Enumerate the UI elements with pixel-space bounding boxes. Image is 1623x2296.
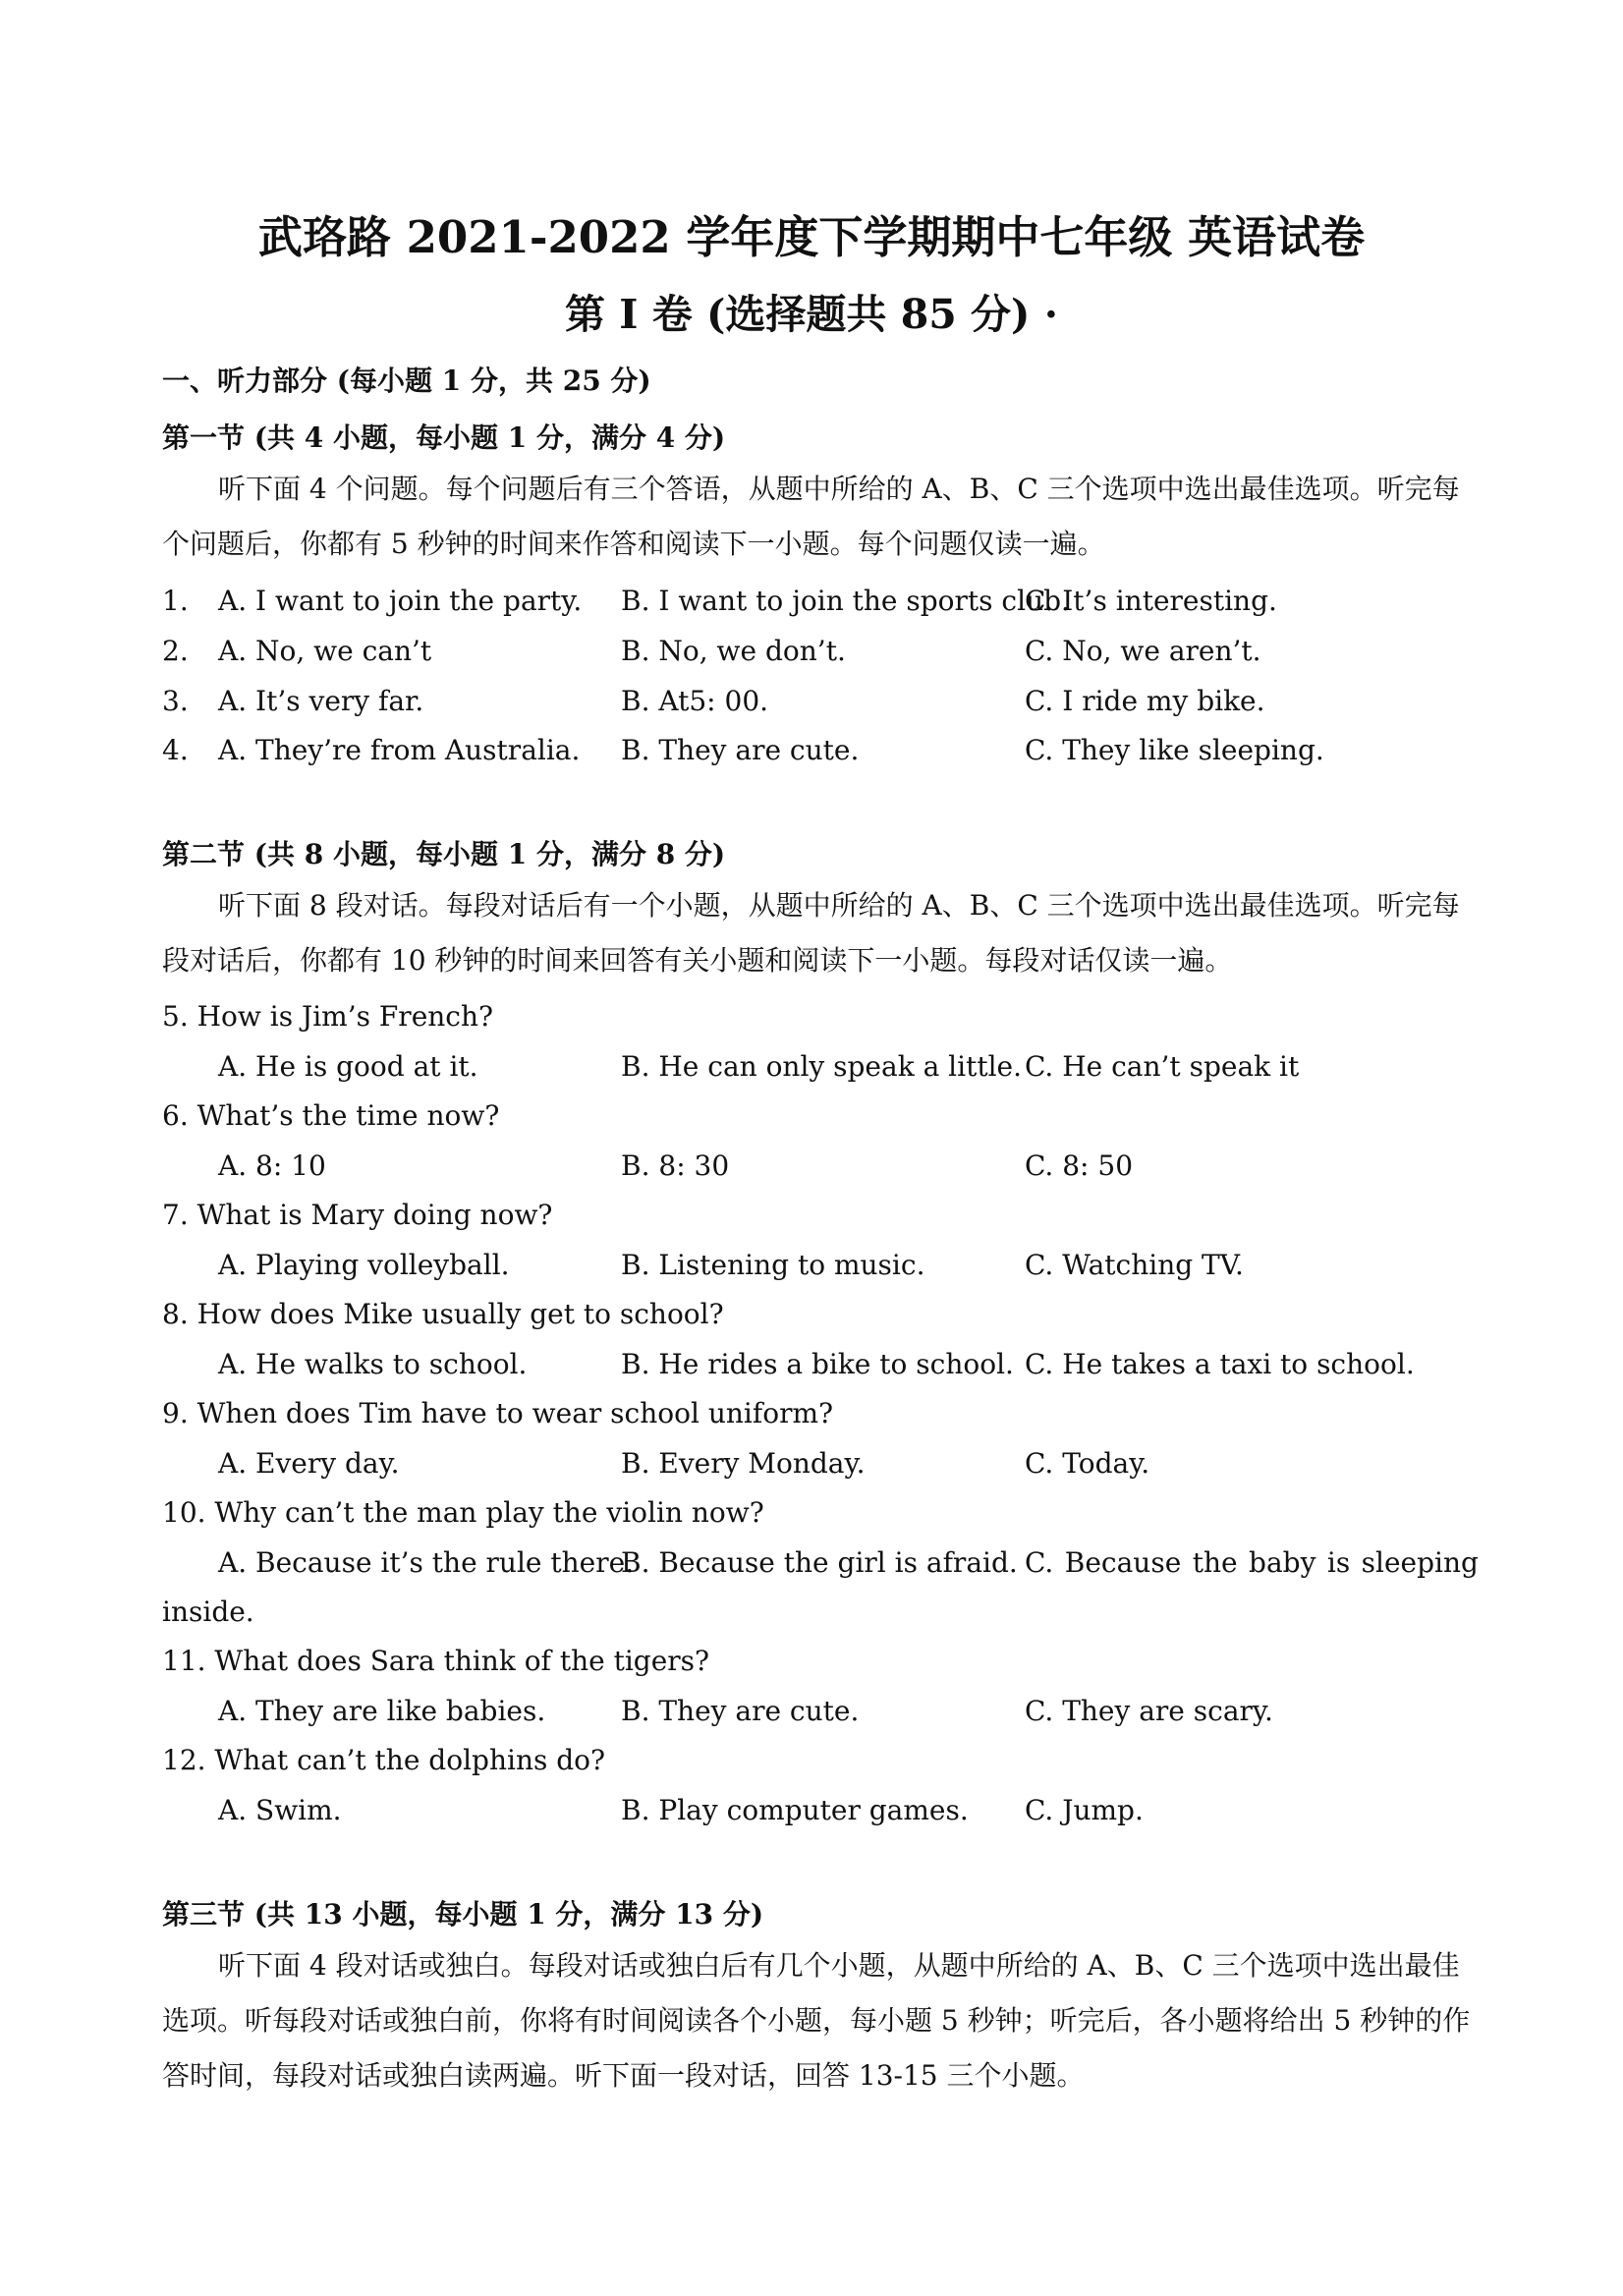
option-c: C. He takes a taxi to school.: [1025, 1348, 1415, 1380]
option-a: A. Because it’s the rule there.: [218, 1546, 635, 1579]
option-a: A. Swim.: [218, 1794, 342, 1826]
item-number: 2.: [162, 635, 189, 667]
option-b: B. I want to join the sports club.: [621, 585, 1070, 617]
section1-instruction: 听下面 4 个问题。每个问题后有三个答语，从题中所给的 A、B、C 三个选项中选出最佳选项。听完每个问题后，你都有 5 秒钟的时间来作答和阅读下一小题。每个问题仅读一遍。: [162, 473, 1460, 560]
question-text: 5. How is Jim’s French?: [162, 1000, 494, 1033]
option-a: A. He walks to school.: [218, 1348, 528, 1380]
option-a: A. Playing volleyball.: [218, 1249, 510, 1281]
question-text: 12. What can’t the dolphins do?: [162, 1744, 606, 1776]
option-c-word: Because: [1064, 1546, 1182, 1579]
page-subtitle: 第 I 卷 (选择题共 85 分) ·: [565, 291, 1058, 338]
option-b: B. Listening to music.: [621, 1249, 925, 1281]
option-c-word: sleeping: [1361, 1546, 1479, 1579]
option-b: B. 8: 30: [621, 1149, 730, 1182]
question-text: 8. How does Mike usually get to school?: [162, 1298, 724, 1330]
question-text: 6. What’s the time now?: [162, 1099, 500, 1132]
option-c: C. Watching TV.: [1025, 1249, 1244, 1281]
option-b: B. He can only speak a little.: [621, 1050, 1022, 1083]
option-b: B. Because the girl is afraid.: [621, 1546, 1018, 1579]
option-c: C. He can’t speak it: [1025, 1050, 1300, 1083]
section2-instruction: 听下面 8 段对话。每段对话后有一个小题，从题中所给的 A、B、C 三个选项中选出最佳选项。听完每段对话后，你都有 10 秒钟的时间来回答有关小题和阅读下一小题。每段对话仅读一遍。: [162, 889, 1460, 977]
question-text: 10. Why can’t the man play the violin now?: [162, 1496, 764, 1529]
option-a: A. They are like babies.: [218, 1695, 546, 1727]
option-c-word: C.: [1025, 1546, 1054, 1579]
option-b: B. Every Monday.: [621, 1447, 866, 1480]
option-c: C. 8: 50: [1025, 1149, 1134, 1182]
option-c-word: baby: [1249, 1546, 1316, 1579]
option-a: A. I want to join the party.: [218, 585, 583, 617]
part-heading: 一、听力部分 (每小题 1 分，共 25 分): [162, 364, 651, 397]
option-a: A. Every day.: [218, 1447, 400, 1480]
option-c: C. Jump.: [1025, 1794, 1144, 1826]
option-a: A. It’s very far.: [218, 685, 424, 717]
item-number: 3.: [162, 685, 189, 717]
option-c: C. They like sleeping.: [1025, 734, 1324, 766]
item-number: 4.: [162, 734, 189, 766]
option-c: [1025, 1546, 1479, 1579]
item-number: 1.: [162, 585, 189, 617]
option-b: B. No, we don’t.: [621, 635, 846, 667]
page-title: 武珞路 2021-2022 学年度下学期期中七年级 英语试卷: [257, 211, 1366, 263]
option-c: C. They are scary.: [1025, 1695, 1273, 1727]
option-c: C. It’s interesting.: [1025, 585, 1277, 617]
option-b: B. They are cute.: [621, 734, 860, 766]
option-a: A. No, we can’t: [218, 635, 432, 667]
question-text: 11. What does Sara think of the tigers?: [162, 1645, 710, 1677]
section3-instruction: 听下面 4 段对话或独白。每段对话或独白后有几个小题，从题中所给的 A、B、C 三个选项中选出最佳选项。听每段对话或独白前，你将有时间阅读各个小题，每小题 5 秒钟；听完后，各小题将给出 5 秒钟的作答时间，每段对话或独白读两遍。听下面一段对话，回答 13-15 三个小题。: [162, 1949, 1471, 2092]
question-text: 9. When does Tim have to wear school uniform?: [162, 1397, 834, 1429]
section1-heading: 第一节 (共 4 小题，每小题 1 分，满分 4 分): [162, 421, 726, 454]
question-text: 7. What is Mary doing now?: [162, 1199, 553, 1231]
section3-heading: 第三节 (共 13 小题，每小题 1 分，满分 13 分): [162, 1898, 764, 1931]
option-c-word: is: [1326, 1546, 1351, 1579]
option-a: A. They’re from Australia.: [218, 734, 581, 766]
option-c: C. No, we aren’t.: [1025, 635, 1261, 667]
option-c-continuation: inside.: [162, 1596, 254, 1628]
option-a: A. He is good at it.: [218, 1050, 478, 1083]
option-c: C. I ride my bike.: [1025, 685, 1265, 717]
option-b: B. He rides a bike to school.: [621, 1348, 1014, 1380]
option-c-word: the: [1192, 1546, 1238, 1579]
section2-heading: 第二节 (共 8 小题，每小题 1 分，满分 8 分): [162, 838, 726, 870]
option-a: A. 8: 10: [218, 1149, 326, 1182]
option-b: B. Play computer games.: [621, 1794, 969, 1826]
option-c: C. Today.: [1025, 1447, 1150, 1480]
option-b: B. They are cute.: [621, 1695, 860, 1727]
option-b: B. At5: 00.: [621, 685, 769, 717]
